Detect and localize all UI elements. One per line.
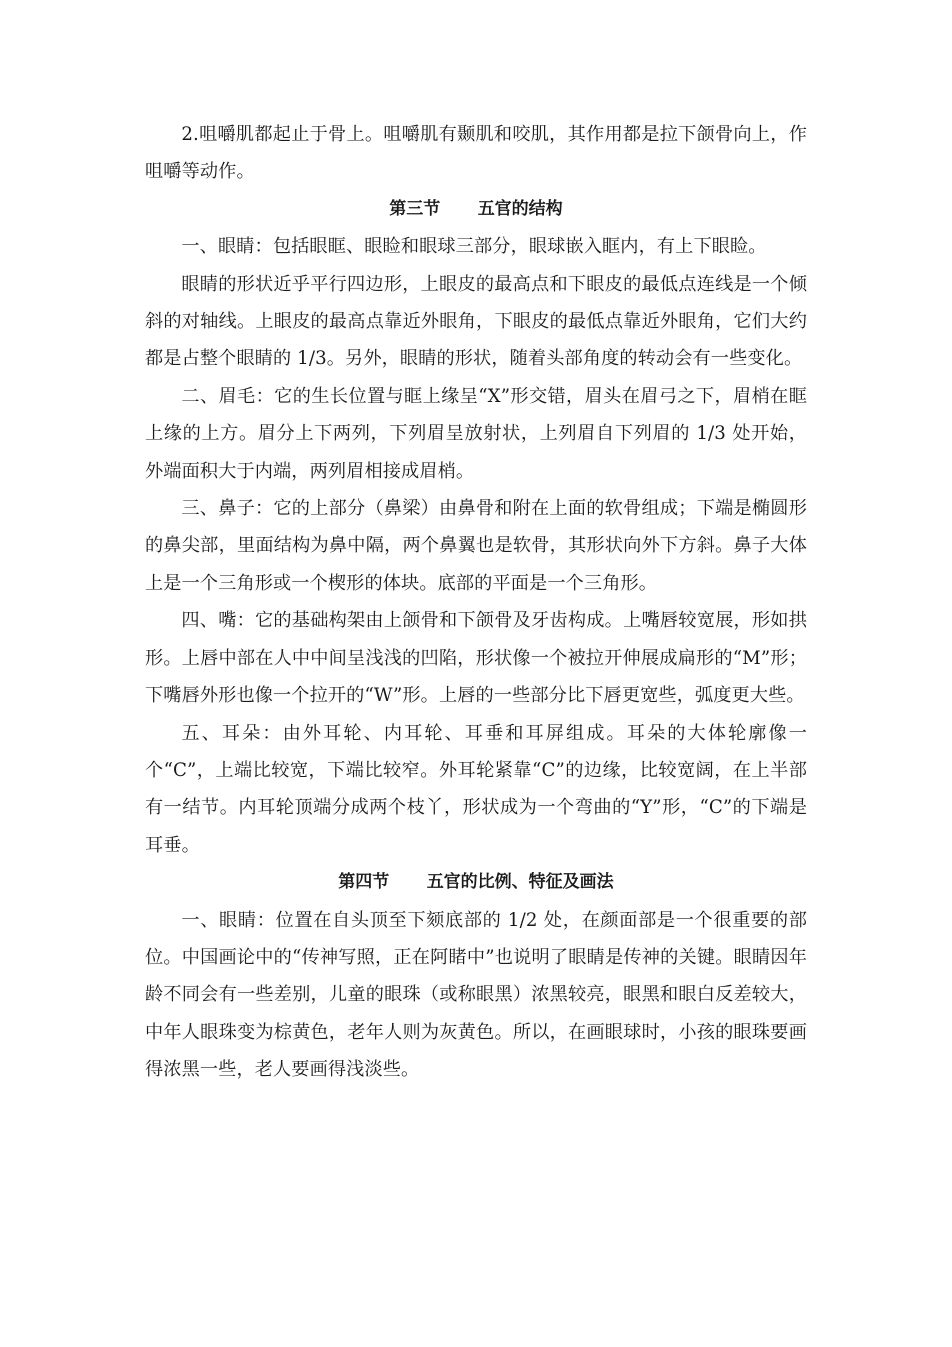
section-heading-4 bbox=[145, 864, 807, 901]
document-page bbox=[145, 116, 807, 1089]
section-number: 第三节 bbox=[389, 198, 441, 219]
paragraph-eyebrows: 二、眉毛：它的生长位置与眶上缘呈“X”形交错，眉头在眉弓之下，眉梢在眶上缘的上方。眉分上下两列，下列眉呈放射状，上列眉自下列眉的 1/3 处开始，外端面积大于内端，两列眉相接成眉梢。 bbox=[145, 385, 807, 482]
paragraph-mouth: 四、嘴：它的基础构架由上颌骨和下颌骨及牙齿构成。上嘴唇较宽展，形如拱形。上唇中部在人中中间呈浅浅的凹陷，形状像一个被拉开伸展成扁形的“M”形；下嘴唇外形也像一个拉开的“W”形。上唇的一些部分比下唇更宽些，弧度更大些。 bbox=[145, 610, 807, 707]
section-number: 第四节 bbox=[338, 872, 390, 893]
paragraph-eyes-structure: 一、眼睛：包括眼眶、眼睑和眼球三部分，眼球嵌入眶内，有上下眼睑。 bbox=[181, 236, 767, 258]
section-title: 五官的比例、特征及画法 bbox=[426, 872, 614, 893]
paragraph-masticatory-muscles: 2.咀嚼肌都起止于骨上。咀嚼肌有颞肌和咬肌，其作用都是拉下颌骨向上，作咀嚼等动作。 bbox=[145, 124, 807, 183]
paragraph-ears: 五、耳朵：由外耳轮、内耳轮、耳垂和耳屏组成。耳朵的大体轮廓像一个“C”，上端比较宽，下端比较窄。外耳轮紧靠“C”的边缘，比较宽阔，在上半部有一结节。内耳轮顶端分成两个枝丫，形状成为一个弯曲的“Y”形，“C”的下端是耳垂。 bbox=[145, 722, 807, 856]
paragraph-eyes-proportion: 一、眼睛：位置在自头顶至下颏底部的 1/2 处，在颜面部是一个很重要的部位。中国画论中的“传神写照，正在阿睹中”也说明了眼睛是传神的关键。眼睛因年龄不同会有一些差别，儿童的眼珠（或称眼黑）浓黑较亮，眼黑和眼白反差较大，中年人眼珠变为棕黄色，老年人则为灰黄色。所以，在画眼球时，小孩的眼珠要画得浓黑一些，老人要画得浅淡些。 bbox=[145, 909, 807, 1081]
section-heading-3 bbox=[145, 191, 807, 228]
paragraph-eye-shape: 眼睛的形状近乎平行四边形，上眼皮的最高点和下眼皮的最低点连线是一个倾斜的对轴线。上眼皮的最高点靠近外眼角，下眼皮的最低点靠近外眼角，它们大约都是占整个眼睛的 1/3。另外，眼睛的形状，随着头部角度的转动会有一些变化。 bbox=[145, 273, 807, 370]
section-title: 五官的结构 bbox=[477, 198, 563, 219]
paragraph-nose: 三、鼻子：它的上部分（鼻梁）由鼻骨和附在上面的软骨组成；下端是椭圆形的鼻尖部，里面结构为鼻中隔，两个鼻翼也是软骨，其形状向外下方斜。鼻子大体上是一个三角形或一个楔形的体块。底部的平面是一个三角形。 bbox=[145, 498, 807, 594]
